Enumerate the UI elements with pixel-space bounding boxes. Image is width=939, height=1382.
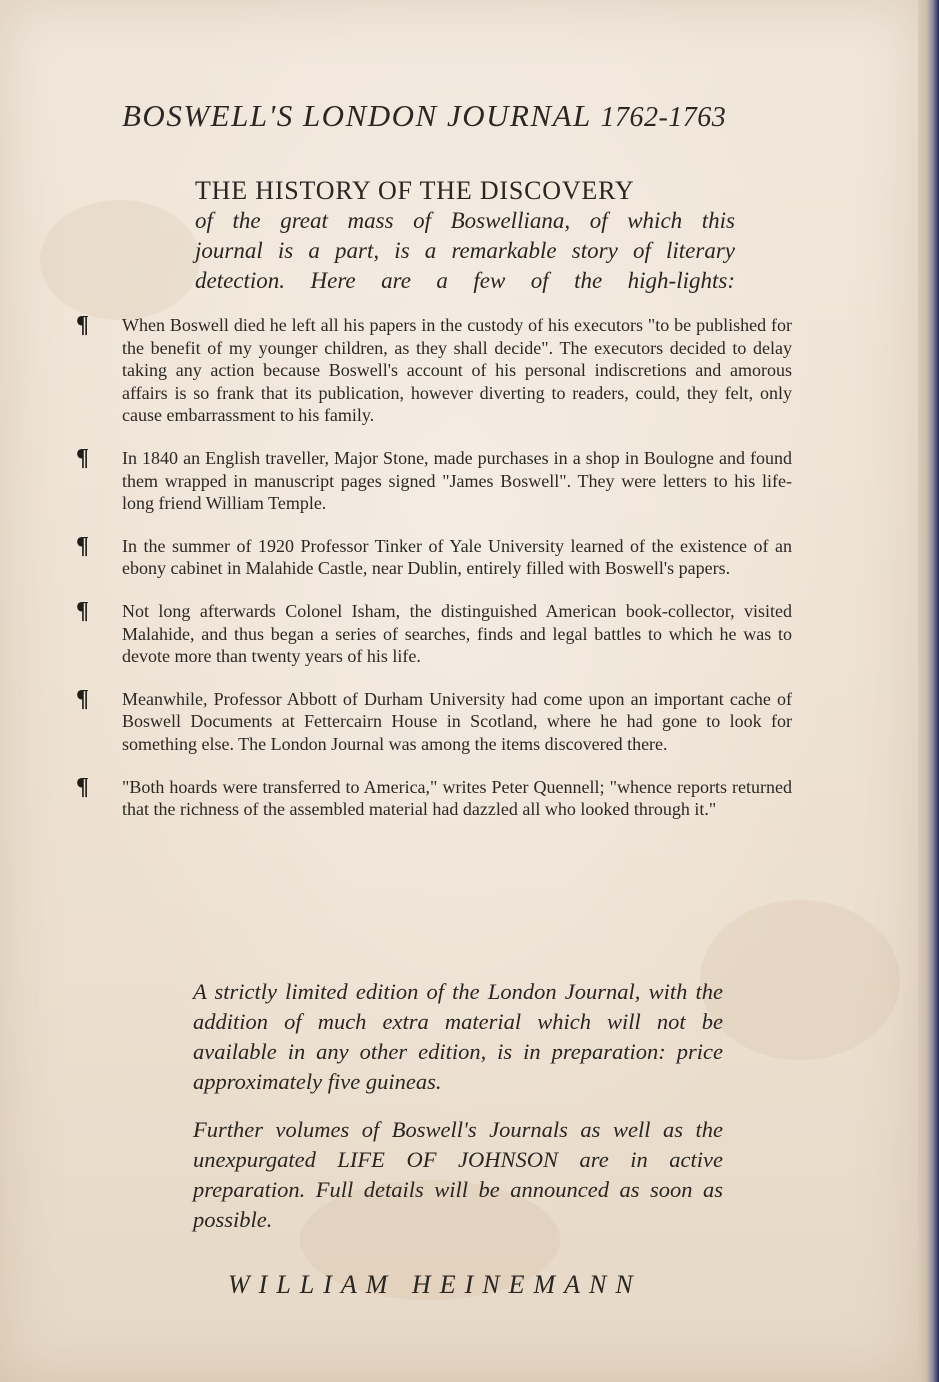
pilcrow-icon: ¶ bbox=[76, 773, 89, 800]
paper-stain bbox=[700, 900, 900, 1060]
pilcrow-icon: ¶ bbox=[76, 532, 89, 559]
highlight-paragraph bbox=[0, 685, 792, 756]
book-title-main: BOSWELL'S LONDON JOURNAL bbox=[122, 98, 592, 133]
pilcrow-icon: ¶ bbox=[76, 685, 89, 712]
intro-block bbox=[195, 176, 735, 296]
highlights-list bbox=[0, 314, 918, 821]
highlight-paragraph bbox=[0, 314, 792, 427]
pilcrow-icon: ¶ bbox=[76, 444, 89, 471]
intro-line: of the great mass of Boswelliana, of which this bbox=[195, 208, 735, 233]
highlight-paragraph bbox=[0, 597, 792, 668]
publisher-notes bbox=[193, 977, 723, 1253]
highlight-paragraph bbox=[0, 532, 792, 580]
highlight-text: Not long afterwards Colonel Isham, the distinguished American book-collector, visited Malahide, and thus began a series of searches, finds and legal battles to which he was to devote more than twenty years of his life. bbox=[122, 600, 792, 667]
intro-heading: THE HISTORY OF THE DISCOVERY bbox=[195, 176, 635, 205]
highlight-paragraph bbox=[0, 444, 792, 515]
pilcrow-icon: ¶ bbox=[76, 312, 89, 338]
further-volumes-note: Further volumes of Boswell's Journals as well as the unexpurgated LIFE OF JOHNSON are in active preparation. Full details will be announced as soon as possible. bbox=[193, 1117, 723, 1232]
jacket-spine-edge bbox=[918, 0, 939, 1382]
highlight-paragraph bbox=[0, 773, 792, 821]
intro-line: detection. Here are a few of the high-lights: bbox=[195, 268, 735, 293]
highlight-text: Meanwhile, Professor Abbott of Durham University had come upon an important cache of Boswell Documents at Fettercairn House in Scotland, where he had gone to look for something else. The London Journal was among the items discovered there. bbox=[122, 688, 792, 754]
pilcrow-icon: ¶ bbox=[76, 597, 89, 624]
highlight-text: In 1840 an English traveller, Major Stone, made purchases in a shop in Boulogne and found them wrapped in manuscript pages signed "James Boswell". They were letters to his life-long friend William Temple. bbox=[122, 447, 792, 514]
book-title-years: 1762-1763 bbox=[600, 102, 727, 133]
publisher-name: WILLIAM HEINEMANN bbox=[228, 1270, 642, 1299]
intro-line: journal is a part, is a remarkable story of literary bbox=[195, 238, 735, 263]
intro-text bbox=[195, 206, 735, 296]
highlight-text: "Both hoards were transferred to America," writes Peter Quennell; "whence reports returned that the richness of the assembled material had dazzled all who looked through it." bbox=[122, 776, 792, 820]
limited-edition-note: A strictly limited edition of the London Journal, with the addition of much extra material which will not be available in any other edition, is in preparation: price approximately five guineas. bbox=[193, 979, 723, 1094]
highlight-text: When Boswell died he left all his papers in the custody of his executors "to be published for the benefit of my younger children, as they shall decide". The executors decided to delay taking any action because Boswell's account of his personal indiscretions and amorous affairs is so frank that its publication, however diverting to readers, could, they felt, only cause embarrassment to his family. bbox=[122, 315, 792, 426]
highlight-text: In the summer of 1920 Professor Tinker of Yale University learned of the existence of an ebony cabinet in Malahide Castle, near Dublin, entirely filled with Boswell's papers. bbox=[122, 535, 792, 579]
paper-stain bbox=[40, 200, 200, 320]
book-title bbox=[122, 98, 822, 134]
